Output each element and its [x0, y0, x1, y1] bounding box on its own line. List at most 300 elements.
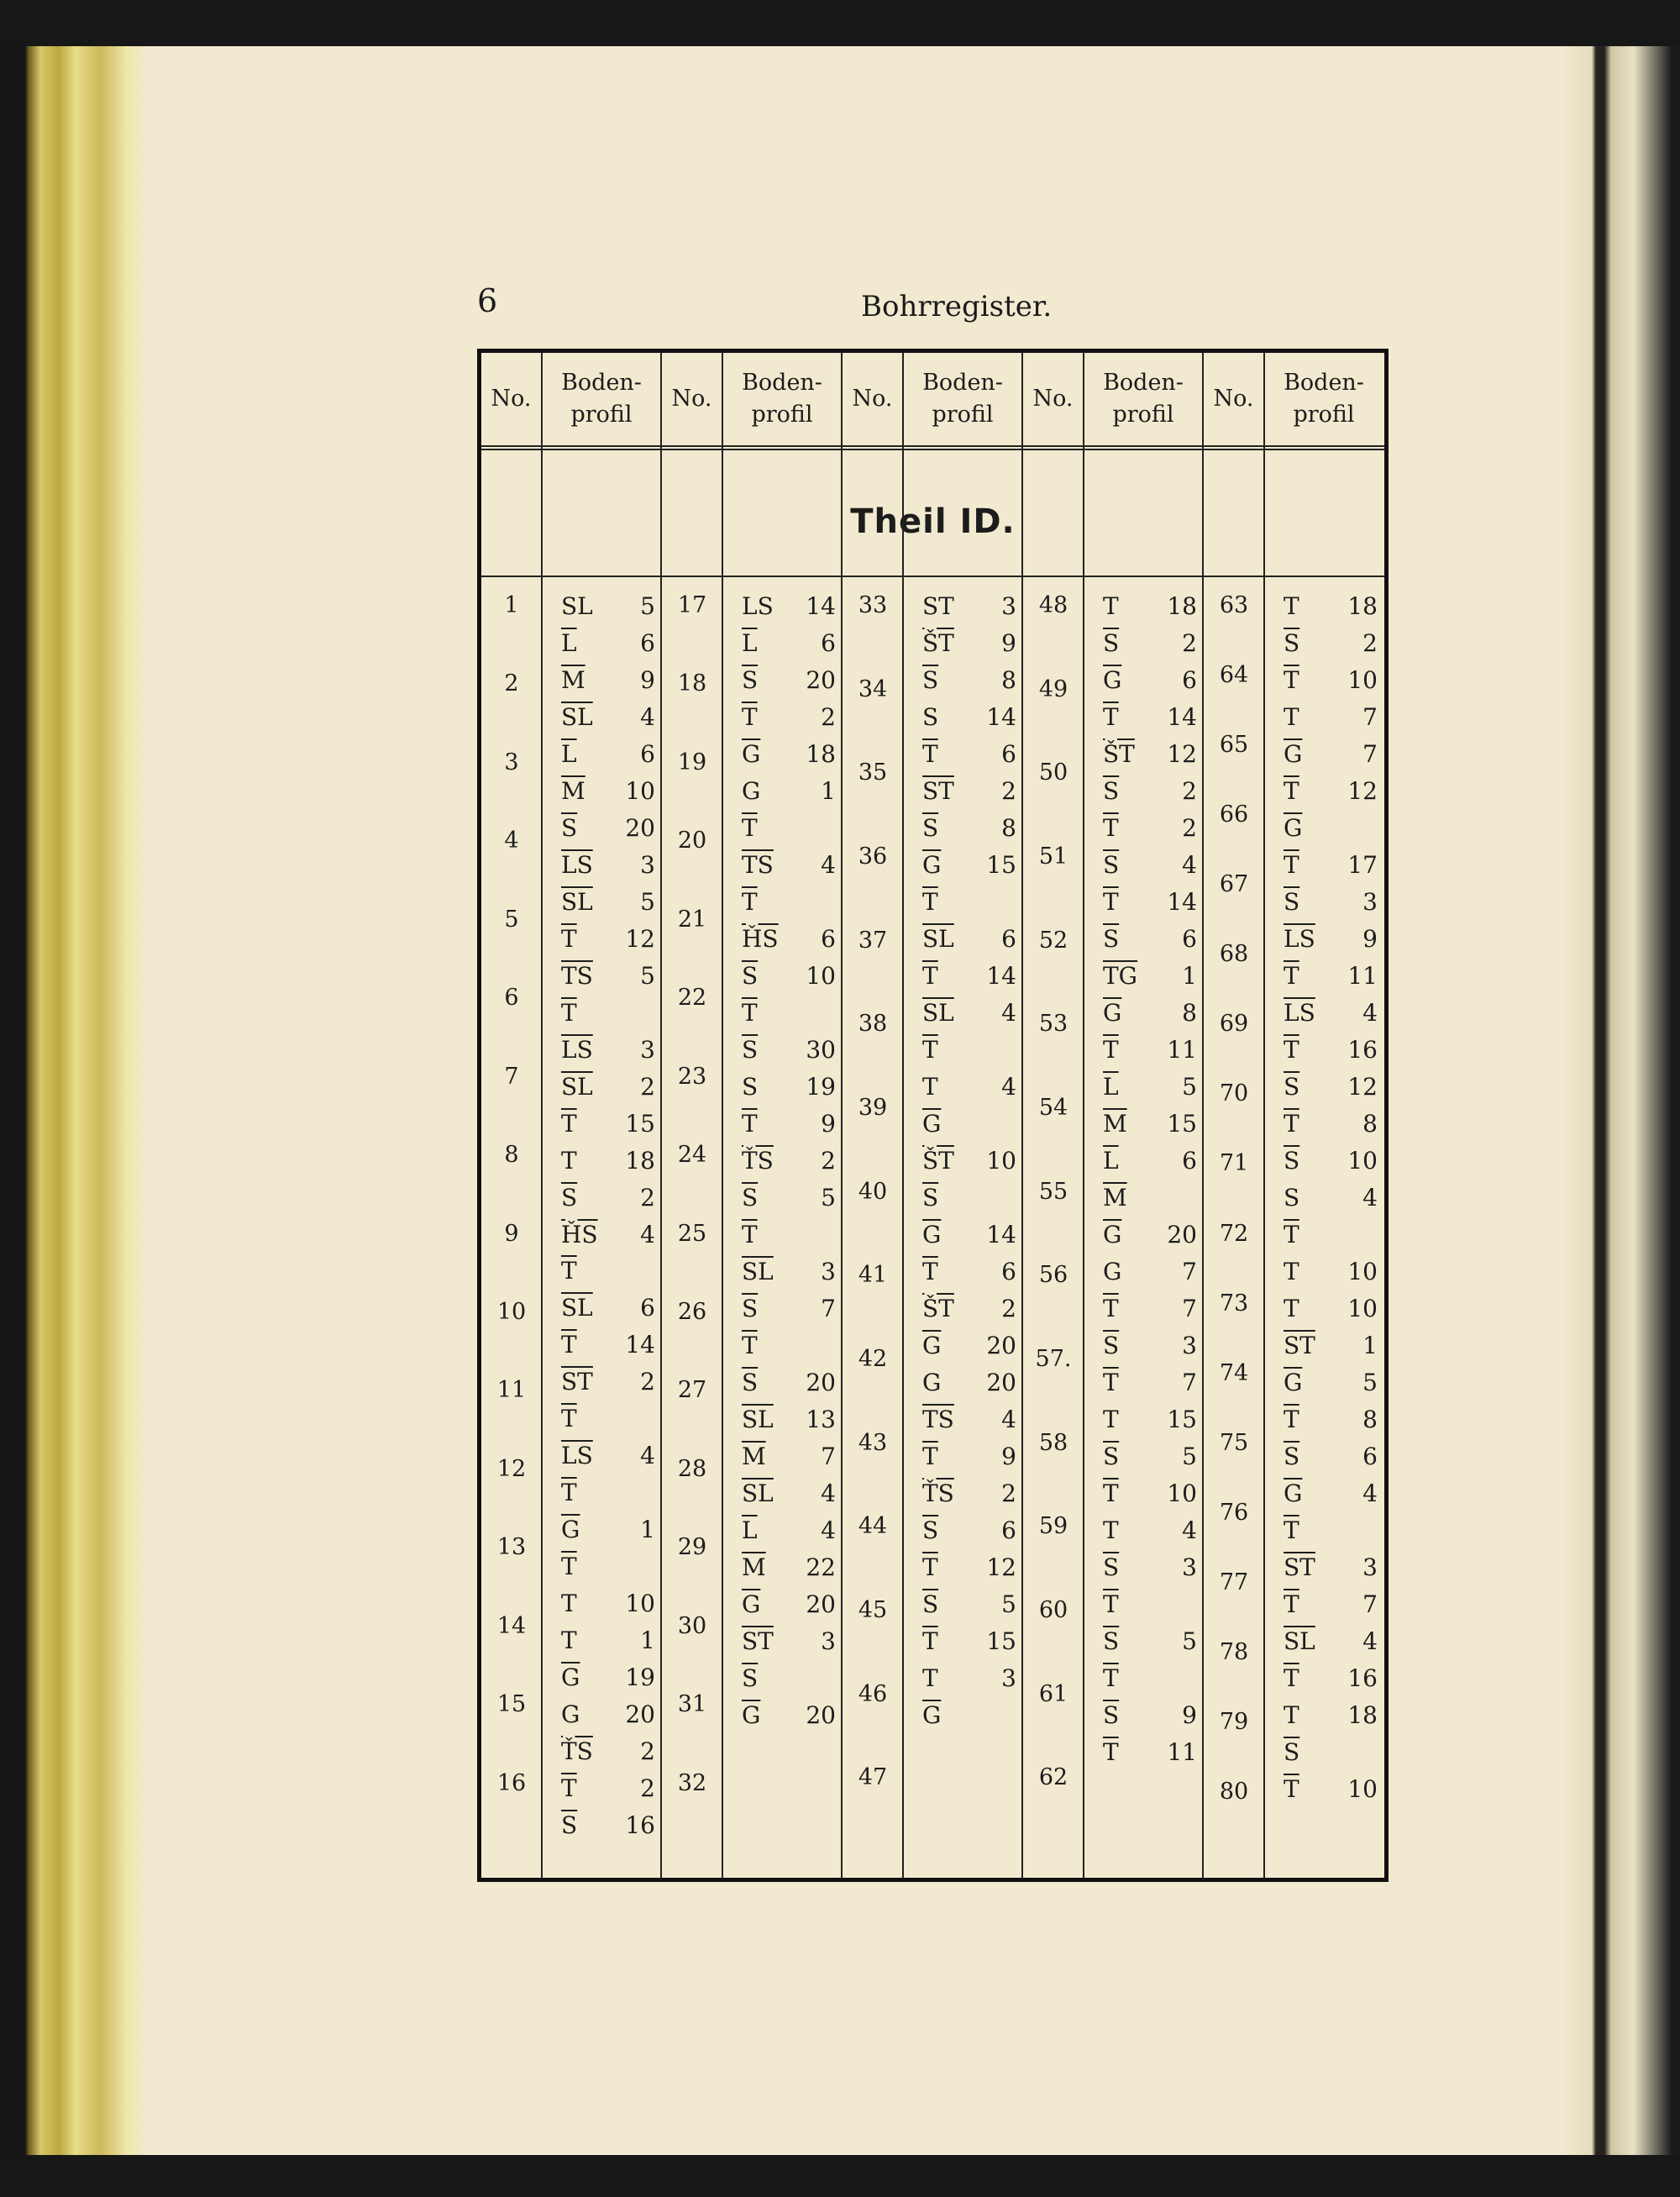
layer-thickness: 6: [640, 1294, 655, 1322]
layer-thickness: 2: [1001, 1480, 1016, 1507]
soil-code: $\overline{LS}$: [1284, 999, 1315, 1027]
soil-code: $\overline{SL}$: [922, 999, 954, 1027]
soil-code: $\overline{L}$: [1103, 1147, 1119, 1175]
boring-number: 23: [677, 1064, 707, 1090]
soil-code: $\overline{T}$: [1284, 1110, 1299, 1138]
soil-code: $\overline{SL}$: [561, 888, 593, 916]
layer-thickness: 11: [1167, 1036, 1197, 1064]
layer-thickness: 19: [806, 1073, 836, 1101]
soil-code: $\overline{T}$: [742, 999, 758, 1027]
boring-number: 43: [858, 1430, 888, 1456]
layer-thickness: 13: [806, 1406, 836, 1433]
boring-number: 51: [1038, 844, 1068, 870]
layer-thickness: 3: [821, 1627, 836, 1655]
layer-thickness: 12: [1347, 777, 1378, 805]
boring-number: 40: [858, 1179, 888, 1205]
soil-code: $\overline{S}$: [1284, 1738, 1300, 1766]
soil-code: $\overline{T}$: [1284, 1590, 1299, 1618]
layer-thickness: 9: [821, 1110, 836, 1138]
layer-thickness: 4: [640, 703, 655, 731]
boring-number: 49: [1038, 676, 1068, 702]
boring-number: 57.: [1035, 1346, 1072, 1372]
column-divider: [1083, 353, 1084, 1878]
soil-code: $\overline{T}$: [561, 1331, 577, 1359]
soil-code: $\overline{T}$: [1284, 1516, 1299, 1544]
boring-number: 6: [504, 985, 519, 1011]
boring-number: 13: [496, 1534, 527, 1560]
layer-thickness: 20: [986, 1332, 1016, 1359]
soil-code: $\overline{S}$: [742, 1036, 759, 1064]
soil-code: $\overline{S}$: [922, 1184, 939, 1212]
boring-number: 25: [677, 1221, 707, 1247]
layer-thickness: 3: [1362, 1553, 1378, 1581]
soil-code: $\overline{T}$: [1103, 814, 1119, 842]
column-divider: [1263, 353, 1265, 1878]
soil-code: $\overline{S}$: [1103, 1553, 1120, 1581]
soil-code: $\overline{T}$: [742, 1110, 758, 1138]
layer-thickness: 8: [1182, 999, 1197, 1027]
layer-thickness: 10: [986, 1147, 1016, 1175]
boring-number: 35: [858, 759, 888, 786]
boring-number: 12: [496, 1456, 527, 1482]
layer-thickness: 15: [986, 851, 1016, 879]
page-number: 6: [477, 282, 498, 319]
layer-thickness: 7: [821, 1295, 836, 1322]
layer-thickness: 5: [1182, 1073, 1197, 1101]
layer-thickness: 5: [1362, 1369, 1378, 1396]
soil-code: ST: [922, 592, 954, 620]
layer-thickness: 3: [1182, 1553, 1197, 1581]
boring-number: 58: [1038, 1430, 1068, 1456]
layer-thickness: 20: [806, 1701, 836, 1729]
soil-code: T: [1103, 1516, 1119, 1544]
soil-code: $\overline{ŤS}$: [742, 1147, 774, 1175]
boring-number: 24: [677, 1142, 707, 1168]
boring-number: 2: [504, 670, 519, 696]
layer-thickness: 10: [1167, 1480, 1197, 1507]
section-title: Theil ID.: [850, 502, 1016, 541]
boring-number: 9: [504, 1221, 519, 1247]
layer-thickness: 7: [821, 1443, 836, 1470]
layer-thickness: 3: [1001, 1664, 1016, 1692]
soil-code: $\overline{S}$: [742, 1664, 759, 1692]
layer-thickness: 3: [1001, 592, 1016, 620]
layer-thickness: 6: [640, 740, 655, 768]
boring-number: 27: [677, 1377, 707, 1403]
soil-code: $\overline{S}$: [1103, 1701, 1120, 1729]
soil-code: $\overline{M}$: [742, 1553, 766, 1581]
layer-thickness: 7: [1362, 1590, 1378, 1618]
soil-code: $\overline{T}$: [922, 1627, 938, 1655]
soil-code: $\overline{LS}$: [561, 851, 593, 879]
soil-code: $\overline{ST}$: [1284, 1332, 1315, 1359]
layer-thickness: 2: [640, 1737, 655, 1765]
layer-thickness: 2: [1001, 777, 1016, 805]
soil-code: $\overline{T}$: [1284, 1221, 1299, 1248]
layer-thickness: 2: [640, 1184, 655, 1212]
boring-number: 31: [677, 1691, 707, 1717]
soil-code: $\overline{T}$: [1284, 1036, 1299, 1064]
soil-code: S: [922, 703, 939, 731]
layer-thickness: 4: [1001, 999, 1016, 1027]
layer-thickness: 12: [625, 925, 655, 953]
boring-number: 8: [504, 1142, 519, 1168]
boring-number: 54: [1038, 1095, 1068, 1121]
soil-code: $\overline{S}$: [1284, 1443, 1300, 1470]
soil-code: $\overline{LS}$: [561, 1442, 593, 1469]
boring-number: 11: [496, 1377, 527, 1403]
soil-code: $\overline{T}$: [561, 925, 577, 953]
soil-code: $\overline{S}$: [742, 666, 759, 694]
soil-code: $\overline{ŠT}$: [922, 1147, 954, 1175]
soil-code: $\overline{S}$: [922, 1590, 939, 1618]
layer-thickness: 2: [1362, 629, 1378, 657]
soil-code: $\overline{ŤS}$: [561, 1737, 593, 1765]
soil-code: $\overline{S}$: [742, 1295, 759, 1322]
layer-thickness: 20: [806, 666, 836, 694]
soil-code: $\overline{S}$: [1103, 851, 1120, 879]
soil-code: $\overline{T}$: [561, 1774, 577, 1802]
layer-thickness: 3: [640, 1036, 655, 1064]
soil-code: T: [1284, 1701, 1299, 1729]
soil-code: $\overline{T}$: [742, 1221, 758, 1248]
soil-code: $\overline{M}$: [1103, 1110, 1127, 1138]
layer-thickness: 10: [625, 777, 655, 805]
layer-thickness: 10: [806, 962, 836, 990]
soil-code: $\overline{SL}$: [742, 1406, 774, 1433]
layer-thickness: 10: [1347, 1258, 1378, 1285]
soil-code: $\overline{T}$: [922, 962, 938, 990]
boring-number: 50: [1038, 759, 1068, 786]
soil-code: $\overline{TG}$: [1103, 962, 1138, 990]
table-header: [481, 353, 1384, 450]
soil-code: G: [561, 1700, 580, 1728]
soil-code: T: [561, 1147, 577, 1175]
boring-number: 19: [677, 749, 707, 775]
column-divider: [1202, 353, 1204, 1878]
boring-number: 29: [677, 1534, 707, 1560]
layer-thickness: 20: [806, 1590, 836, 1618]
layer-thickness: 2: [1182, 777, 1197, 805]
layer-thickness: 6: [1001, 740, 1016, 768]
soil-code: G: [922, 1369, 942, 1396]
soil-code: $\overline{M}$: [1103, 1184, 1127, 1212]
layer-thickness: 9: [1001, 629, 1016, 657]
boring-number: 79: [1219, 1709, 1249, 1735]
layer-thickness: 9: [1001, 1443, 1016, 1470]
layer-thickness: 8: [1001, 814, 1016, 842]
layer-thickness: 7: [1182, 1369, 1197, 1396]
boring-number: 63: [1219, 592, 1249, 618]
boring-number: 55: [1038, 1179, 1068, 1205]
soil-code: $\overline{SL}$: [561, 1073, 593, 1101]
boring-number: 68: [1219, 941, 1249, 967]
layer-thickness: 20: [806, 1369, 836, 1396]
layer-thickness: 10: [1347, 666, 1378, 694]
soil-code: $\overline{G}$: [1284, 740, 1303, 768]
layer-thickness: 2: [821, 703, 836, 731]
soil-code: $\overline{S}$: [922, 814, 939, 842]
layer-thickness: 4: [1362, 1627, 1378, 1655]
soil-code: $\overline{G}$: [1103, 666, 1122, 694]
soil-code: $\overline{SL}$: [742, 1480, 774, 1507]
soil-code: $\overline{L}$: [742, 629, 758, 657]
soil-code: T: [1103, 1406, 1119, 1433]
soil-code: $\overline{T}$: [561, 1479, 577, 1506]
soil-code: $\overline{G}$: [922, 1110, 942, 1138]
soil-code: $\overline{S}$: [1103, 1332, 1120, 1359]
layer-thickness: 5: [640, 592, 655, 620]
boring-number: 67: [1219, 871, 1249, 897]
layer-thickness: 14: [806, 592, 836, 620]
layer-thickness: 9: [640, 666, 655, 694]
layer-thickness: 5: [640, 962, 655, 990]
soil-code: $\overline{T}$: [1284, 1775, 1299, 1803]
soil-code: $\overline{T}$: [561, 1405, 577, 1432]
boring-number: 21: [677, 907, 707, 933]
boring-number: 48: [1038, 592, 1068, 618]
soil-code: $\overline{S}$: [742, 1369, 759, 1396]
soil-code: T: [1284, 592, 1299, 620]
soil-code: $\overline{T}$: [922, 740, 938, 768]
layer-thickness: 1: [821, 777, 836, 805]
soil-code: SL: [561, 592, 593, 620]
soil-code: T: [561, 1627, 577, 1654]
soil-code: $\overline{S}$: [561, 814, 578, 842]
boring-number: 16: [496, 1770, 527, 1796]
soil-code: $\overline{SL}$: [922, 925, 954, 953]
layer-thickness: 7: [1182, 1258, 1197, 1285]
soil-code: $\overline{T}$: [1284, 777, 1299, 805]
column-divider: [541, 353, 543, 1878]
soil-code: $\overline{SL}$: [561, 703, 593, 731]
soil-code: $\overline{T}$: [1103, 1369, 1119, 1396]
layer-thickness: 20: [625, 1700, 655, 1728]
layer-thickness: 6: [1001, 1516, 1016, 1544]
boring-number: 38: [858, 1011, 888, 1037]
soil-code: $\overline{T}$: [561, 1110, 577, 1138]
layer-thickness: 4: [1362, 1184, 1378, 1212]
soil-code: $\overline{T}$: [922, 1036, 938, 1064]
header-profile: Boden-profil: [742, 370, 822, 428]
soil-code: $\overline{T}$: [1103, 888, 1119, 916]
layer-thickness: 16: [625, 1811, 655, 1839]
layer-thickness: 10: [1347, 1295, 1378, 1322]
soil-code: G: [1103, 1258, 1122, 1285]
boring-number: 22: [677, 985, 707, 1011]
boring-number: 33: [858, 592, 888, 618]
layer-thickness: 6: [1362, 1443, 1378, 1470]
soil-code: T: [1284, 1295, 1299, 1322]
header-profile: Boden-profil: [1103, 370, 1184, 428]
soil-code: $\overline{T}$: [922, 1443, 938, 1470]
layer-thickness: 14: [1167, 703, 1197, 731]
soil-code: $\overline{G}$: [922, 1221, 942, 1248]
layer-thickness: 12: [1347, 1073, 1378, 1101]
boring-number: 37: [858, 928, 888, 954]
layer-thickness: 12: [1167, 740, 1197, 768]
layer-thickness: 2: [1182, 814, 1197, 842]
soil-code: $\overline{S}$: [1284, 1073, 1300, 1101]
soil-code: $\overline{ST}$: [561, 1368, 593, 1395]
boring-number: 30: [677, 1613, 707, 1639]
layer-thickness: 18: [1167, 592, 1197, 620]
boring-number: 18: [677, 670, 707, 696]
layer-thickness: 10: [1347, 1775, 1378, 1803]
soil-code: $\overline{L}$: [561, 740, 577, 768]
layer-thickness: 4: [821, 1516, 836, 1544]
layer-thickness: 5: [640, 888, 655, 916]
layer-thickness: 5: [1182, 1443, 1197, 1470]
soil-code: $\overline{G}$: [1103, 999, 1122, 1027]
header-no: No.: [491, 386, 532, 412]
boring-number: 61: [1038, 1681, 1068, 1707]
header-profile: Boden-profil: [561, 370, 642, 428]
layer-thickness: 14: [986, 1221, 1016, 1248]
soil-code: $\overline{S}$: [1103, 925, 1120, 953]
layer-thickness: 14: [986, 703, 1016, 731]
soil-code: $\overline{S}$: [1103, 629, 1120, 657]
soil-code: $\overline{T}$: [1284, 1664, 1299, 1692]
layer-thickness: 5: [821, 1184, 836, 1212]
header-profile: Boden-profil: [1284, 370, 1364, 428]
boring-number: 46: [858, 1681, 888, 1707]
soil-code: $\overline{G}$: [1284, 814, 1303, 842]
boring-number: 20: [677, 828, 707, 854]
boring-number: 69: [1219, 1011, 1249, 1037]
soil-code: $\overline{ȞS}$: [561, 1221, 598, 1248]
layer-thickness: 4: [640, 1221, 655, 1248]
layer-thickness: 1: [640, 1516, 655, 1543]
layer-thickness: 11: [1347, 962, 1378, 990]
soil-code: $\overline{T}$: [922, 1258, 938, 1285]
soil-code: $\overline{T}$: [1103, 1738, 1119, 1766]
soil-code: $\overline{TS}$: [922, 1406, 954, 1433]
soil-code: S: [742, 1073, 759, 1101]
layer-thickness: 12: [986, 1553, 1016, 1581]
soil-code: $\overline{T}$: [1284, 666, 1299, 694]
column-divider: [660, 353, 662, 1878]
soil-code: $\overline{M}$: [561, 777, 585, 805]
layer-thickness: 3: [640, 851, 655, 879]
layer-thickness: 4: [1362, 1480, 1378, 1507]
column-divider: [722, 353, 723, 1878]
layer-thickness: 9: [1362, 925, 1378, 953]
soil-code: $\overline{T}$: [742, 888, 758, 916]
soil-code: $\overline{ŤS}$: [922, 1480, 954, 1507]
layer-thickness: 2: [1182, 629, 1197, 657]
soil-code: $\overline{T}$: [742, 1332, 758, 1359]
soil-code: $\overline{L}$: [1103, 1073, 1119, 1101]
layer-thickness: 4: [821, 1480, 836, 1507]
soil-code: $\overline{G}$: [742, 1590, 761, 1618]
boring-number: 1: [504, 592, 519, 618]
section-row: [481, 445, 1384, 577]
boring-number: 36: [858, 844, 888, 870]
layer-thickness: 6: [1182, 925, 1197, 953]
layer-thickness: 6: [1001, 1258, 1016, 1285]
layer-thickness: 15: [1167, 1110, 1197, 1138]
soil-code: $\overline{ŠT}$: [1103, 740, 1135, 768]
layer-thickness: 3: [1182, 1332, 1197, 1359]
soil-code: $\overline{S}$: [561, 1184, 578, 1212]
soil-code: $\overline{T}$: [922, 888, 938, 916]
soil-code: $\overline{ŠT}$: [922, 629, 954, 657]
soil-code: $\overline{SL}$: [1284, 1627, 1315, 1655]
soil-code: $\overline{S}$: [1284, 1147, 1300, 1175]
soil-code: $\overline{L}$: [561, 629, 577, 657]
layer-thickness: 10: [1347, 1147, 1378, 1175]
boring-number: 47: [858, 1764, 888, 1790]
boring-number: 41: [858, 1262, 888, 1288]
boring-number: 64: [1219, 662, 1249, 688]
layer-thickness: 9: [1182, 1701, 1197, 1729]
soil-code: $\overline{L}$: [742, 1516, 758, 1544]
layer-thickness: 20: [986, 1369, 1016, 1396]
soil-code: $\overline{M}$: [561, 666, 585, 694]
header-no: No.: [852, 386, 893, 412]
soil-code: T: [922, 1073, 938, 1101]
boring-number: 56: [1038, 1262, 1068, 1288]
boring-number: 66: [1219, 802, 1249, 828]
layer-thickness: 16: [1347, 1664, 1378, 1692]
soil-code: $\overline{ST}$: [742, 1627, 774, 1655]
bohrregister-table: [477, 349, 1389, 1882]
soil-code: T: [561, 1590, 577, 1617]
soil-code: $\overline{S}$: [742, 1184, 759, 1212]
boring-number: 28: [677, 1456, 707, 1482]
soil-code: LS: [742, 592, 774, 620]
soil-code: $\overline{ŠT}$: [922, 1295, 954, 1322]
soil-code: $\overline{S}$: [922, 1516, 939, 1544]
soil-code: $\overline{S}$: [1284, 888, 1300, 916]
layer-thickness: 4: [1001, 1406, 1016, 1433]
boring-number: 73: [1219, 1290, 1249, 1317]
layer-thickness: 15: [625, 1110, 655, 1138]
soil-code: $\overline{ȞS}$: [742, 925, 779, 953]
soil-code: T: [1284, 703, 1299, 731]
boring-number: 78: [1219, 1639, 1249, 1665]
soil-code: T: [1284, 1258, 1299, 1285]
soil-code: $\overline{T}$: [1103, 1664, 1119, 1692]
layer-thickness: 3: [1362, 888, 1378, 916]
layer-thickness: 14: [986, 962, 1016, 990]
soil-code: $\overline{S}$: [1284, 629, 1300, 657]
boring-number: 62: [1038, 1764, 1068, 1790]
boring-number: 45: [858, 1597, 888, 1623]
soil-code: $\overline{ST}$: [1284, 1553, 1315, 1581]
layer-thickness: 18: [625, 1147, 655, 1175]
layer-thickness: 15: [986, 1627, 1016, 1655]
soil-code: $\overline{SL}$: [742, 1258, 774, 1285]
soil-code: $\overline{T}$: [561, 999, 577, 1027]
layer-thickness: 22: [806, 1553, 836, 1581]
boring-number: 60: [1038, 1597, 1068, 1623]
layer-thickness: 10: [625, 1590, 655, 1617]
boring-number: 52: [1038, 928, 1068, 954]
layer-thickness: 6: [1182, 1147, 1197, 1175]
layer-thickness: 19: [625, 1664, 655, 1691]
boring-number: 7: [504, 1064, 519, 1090]
soil-code: $\overline{T}$: [1284, 851, 1299, 879]
soil-code: $\overline{S}$: [561, 1811, 578, 1839]
layer-thickness: 2: [640, 1368, 655, 1395]
soil-code: $\overline{T}$: [1103, 1480, 1119, 1507]
layer-thickness: 30: [806, 1036, 836, 1064]
header-no: No.: [671, 386, 712, 412]
layer-thickness: 2: [640, 1073, 655, 1101]
boring-number: 77: [1219, 1569, 1249, 1595]
